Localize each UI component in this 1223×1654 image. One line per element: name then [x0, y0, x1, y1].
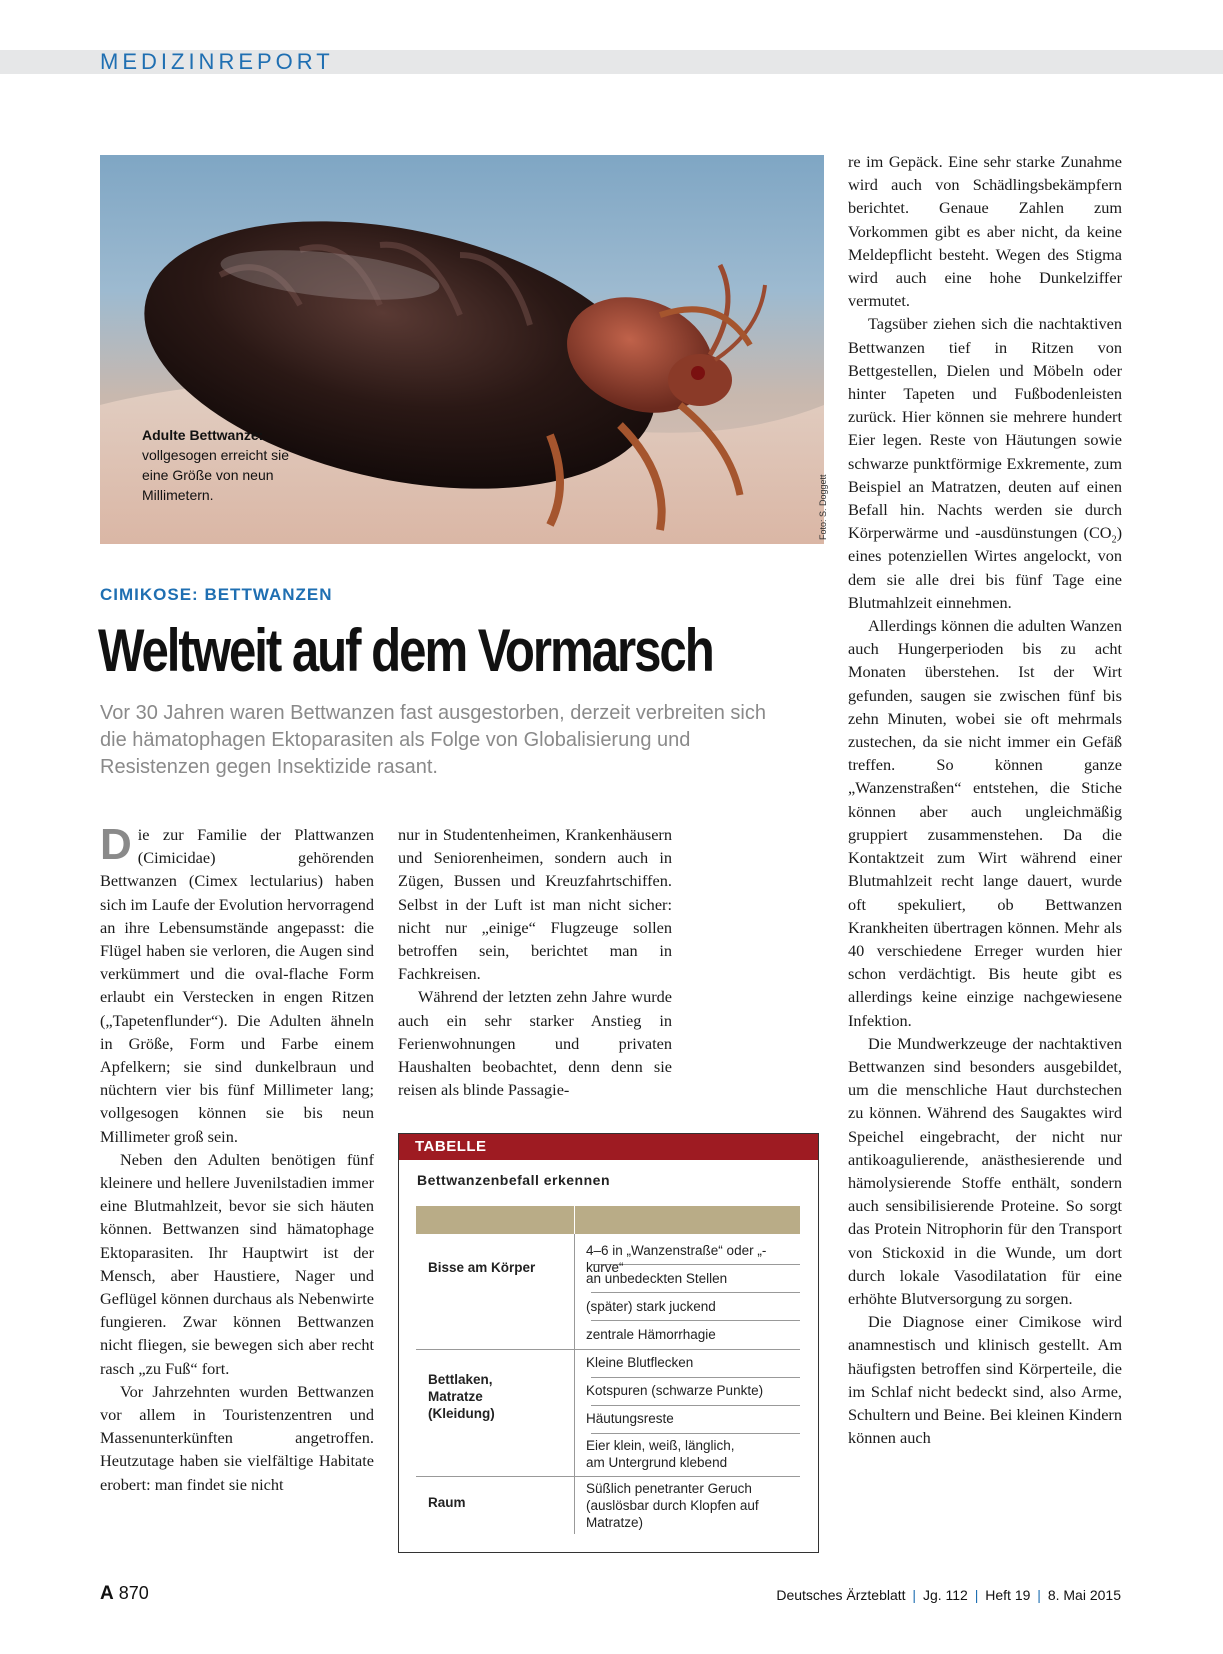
- table-cell: zentrale Hämorrhagie: [586, 1327, 716, 1342]
- table-category: Raum: [428, 1495, 466, 1510]
- body-paragraph: Die Diagnose einer Cimikose wird anamnestisch und klinisch gestellt. Am häufigsten betroffen sind Körperteile, die im Schlaf nicht bedeckt sind, also Arme, Schultern und Beine. Bei kleinen Kindern können auch: [848, 1312, 1122, 1448]
- body-paragraph: [100, 820, 374, 1148]
- info-table: [398, 1133, 819, 1553]
- journal-issue: Heft 19: [985, 1587, 1031, 1603]
- table-category: Bisse am Körper: [428, 1260, 536, 1275]
- journal-date: 8. Mai 2015: [1047, 1587, 1121, 1603]
- body-paragraph: Neben den Adulten benötigen fünf kleinere und hellere Juvenilstadien immer eine Blutmahlzeit, bevor sie sich häuten können. Bettwanzen sind hämatophage Ektoparasiten. Ihr Hauptwirt ist der Mensch, aber Haustiere, Nager und Geflügel können durchaus als Nebenwirte fungieren. Zwar können Bettwanzen nicht fliegen, sie bewegen sich aber recht rasch „zu Fuß“ fort.: [100, 1149, 374, 1378]
- photo-credit: Foto: S. Doggett: [818, 474, 828, 540]
- page-number-value: 870: [118, 1583, 149, 1603]
- table-cell: 4–6 in „Wanzenstraße“ oder „-kurve“: [586, 1243, 767, 1275]
- page-number: [100, 1583, 149, 1605]
- table-divider: [574, 1234, 575, 1534]
- bedbug-photo: [100, 155, 824, 544]
- body-paragraph: re im Gepäck. Eine sehr starke Zunahme wird auch von Schädlingsbekämpfern berichtet. Genaue Zahlen zum Vorkommen gibt es aber nicht, da keine Meldepflicht besteht. Wegen des Stigma wird auch eine hohe Dunkelziffer vermutet.: [848, 152, 1122, 311]
- body-text: ie zur Familie der Plattwanzen (Cimicidae) gehörenden Bettwanzen (Cimex lectularius) haben sich im Laufe der Evolution hervorragend an ihre Lebensumstände angepasst: die Flügel haben sie verloren, die Augen sind verkümmert und die oval-flache Form erlaubt ein Verstecken in engen Ritzen („Tapetenflunder“). Die Adulten ähneln in Größe, Form und Farbe einem Apfelkern; sie sind dunkelbraun und nüchtern vier bis fünf Millimeter lang; vollgesogen können sie bis neun Millimeter groß sein.: [100, 825, 374, 1146]
- body-column-2: [398, 823, 672, 1101]
- table-cell: Häutungsreste: [586, 1411, 674, 1426]
- table-category: Bettlaken, Matratze (Kleidung): [428, 1372, 495, 1421]
- article-subtitle: Vor 30 Jahren waren Bettwanzen fast ausgestorben, derzeit verbreiten sich die hämatophagen Ektoparasiten als Folge von Globalisierung und Resistenzen gegen Insektizide rasant.: [100, 702, 766, 778]
- table-cell: Kleine Blutflecken: [586, 1355, 694, 1370]
- photo-caption: [142, 425, 312, 505]
- journal-footer: Deutsches Ärzteblatt | Jg. 112 | Heft 19 | 8. Mai 2015: [776, 1587, 1121, 1603]
- table-cell: Eier klein, weiß, länglich, am Untergrund klebend: [586, 1438, 735, 1470]
- article-headline: Weltweit auf dem Vormarsch: [98, 617, 713, 684]
- table-cell: (später) stark juckend: [586, 1299, 716, 1314]
- body-column-3: [848, 150, 1122, 1449]
- subscript: 2: [1111, 534, 1117, 546]
- body-paragraph: Allerdings können die adulten Wanzen auch Hungerperioden bis zu acht Monaten überstehen. Ist der Wirt gefunden, saugen sie zwischen fünf bis zehn Minuten, wobei sie oft mehrmals zustechen, da sie nicht immer ein Gefäß treffen. So können ganze „Wanzenstraßen“ entstehen, die Stiche können aber auch ungleichmäßig gruppiert zusammenstehen. Da die Kontaktzeit zum Wirt während einer Blutmahlzeit recht lange dauert, wurde oft spekuliert, ob Bettwanzen Krankheiten übertragen können. Mehr als 40 verschiedene Erreger wurden hier schon verdächtigt. Bis heute gibt es allerdings keine einzige nachgewiesene Infektion.: [848, 616, 1122, 1030]
- table-cell: Süßlich penetranter Geruch (auslösbar durch Klopfen auf Matratze): [586, 1481, 759, 1530]
- table-label: TABELLE: [399, 1134, 818, 1160]
- body-text: ) eines potenziellen Wirtes angelockt, von dem sie alle drei bis fünf Tage eine Blutmahlzeit einnehmen.: [848, 523, 1122, 612]
- journal-name: Deutsches Ärzteblatt: [776, 1587, 906, 1603]
- page-prefix: A: [100, 1583, 114, 1604]
- table-header-row: [416, 1206, 800, 1234]
- section-label: MEDIZINREPORT: [100, 49, 334, 74]
- body-text: Tagsüber ziehen sich die nachtaktiven Bettwanzen tief in Ritzen von Bettgestellen, Dielen und Möbeln oder hinter Tapeten und Fußbodenleisten zurück. Hier können sie mehrere hundert Eier legen. Reste von Häutungen sowie schwarze punktförmige Exkremente, zum Beispiel an Matratzen, deuten auf einen Befall hin. Nachts werden sie durch Körperwärme und -ausdünstungen (CO: [848, 314, 1122, 543]
- body-column-1: [100, 820, 374, 1496]
- body-paragraph: Vor Jahrzehnten wurden Bettwanzen vor allem in Touristenzentren und Massenunterkünften angetroffen. Heutzutage haben sie vielfältige Habitate erobert: man findet sie nicht: [100, 1381, 374, 1494]
- table-cell: an unbedeckten Stellen: [586, 1271, 728, 1286]
- drop-cap: D: [100, 820, 132, 869]
- body-paragraph: Während der letzten zehn Jahre wurde auch ein sehr starker Anstieg in Ferienwohnungen und privaten Haushalten beobachtet, denn denn sie reisen als blinde Passagie-: [398, 987, 672, 1100]
- body-paragraph: Die Mundwerkzeuge der nachtaktiven Bettwanzen sind besonders ausgebildet, um die menschliche Haut durchstechen zu können. Während des Saugaktes wird Speichel eingebracht, der nicht nur antikoagulierende, anästhesierende und hämolysierende Stoffe enthält, sondern auch sensibilisierende Proteine. So sorgt das Protein Nitrophorin für den Transport von Stickoxid in die Wunde, um dort durch lokale Vasodilatation für eine erhöhte Blutversorgung zu sorgen.: [848, 1033, 1122, 1308]
- journal-volume: Jg. 112: [922, 1587, 968, 1603]
- table-cell: Kotspuren (schwarze Punkte): [586, 1383, 764, 1398]
- photo-caption-title: Adulte Bettwanze:: [142, 427, 264, 443]
- photo-caption-text: vollgesogen erreicht sie eine Größe von neun Millimetern.: [142, 447, 290, 503]
- article-kicker: CIMIKOSE: BETTWANZEN: [100, 585, 333, 604]
- table-title: Bettwanzenbefall erkennen: [417, 1172, 610, 1188]
- body-paragraph: nur in Studentenheimen, Krankenhäusern und Seniorenheimen, sondern auch in Zügen, Bussen und Kreuzfahrtschiffen. Selbst in der Luft ist man nicht sicher: nicht nur „einige“ Flugzeuge sollen betroffen sein, berichtet man in Fachkreisen.: [398, 825, 672, 984]
- body-paragraph: [848, 312, 1122, 614]
